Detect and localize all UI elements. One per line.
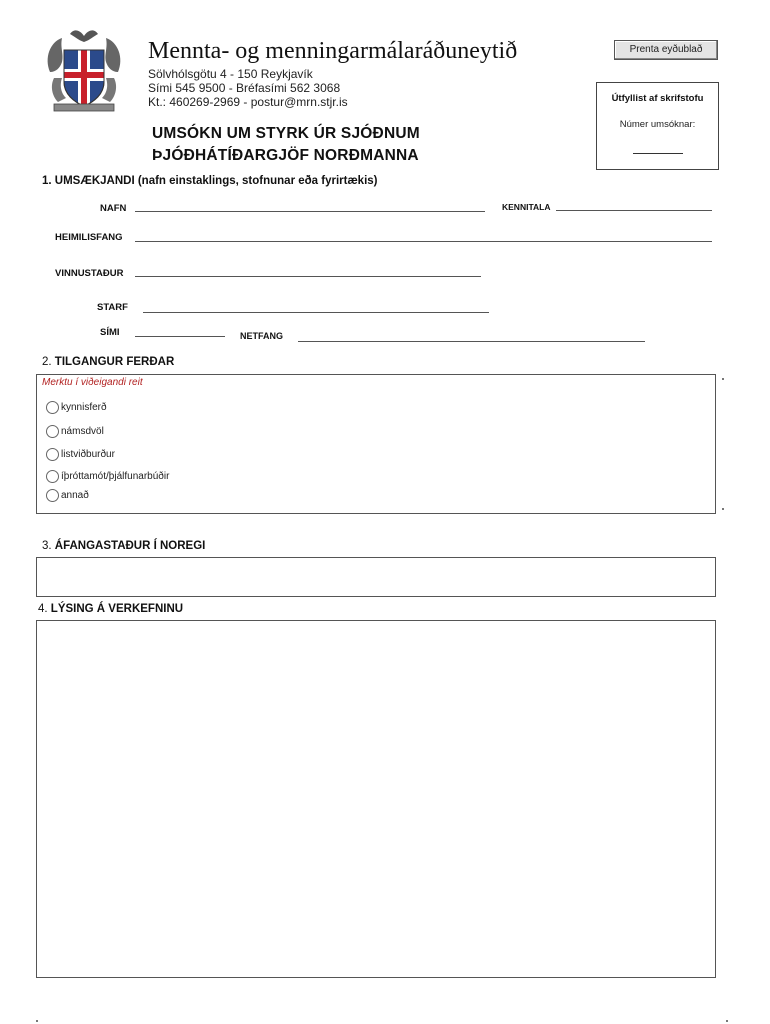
ministry-address: Sölvhólsgötu 4 - 150 Reykjavík: [148, 67, 313, 81]
job-field[interactable]: [143, 312, 489, 313]
section-2-heading: [42, 356, 174, 368]
section-4-title: LÝSING Á VERKEFNINU: [50, 603, 184, 615]
name-label: NAFN: [100, 203, 127, 214]
workplace-label: VINNUSTAÐUR: [55, 268, 124, 279]
section-1-title: UMSÆKJANDI (nafn einstaklings, stofnunar eða fyrirtækis): [54, 175, 378, 187]
office-use-box: [596, 82, 719, 170]
phone-label: SÍMI: [100, 327, 120, 338]
section-2-number: 2.: [42, 356, 52, 368]
trip-purpose-hint: Merktu í viðeigandi reit: [42, 377, 143, 388]
coat-of-arms-icon: [40, 28, 128, 114]
ministry-phone: Sími 545 9500 - Bréfasími 562 3068: [148, 81, 341, 95]
office-use-title: Útfyllist af skrifstofu: [611, 93, 704, 104]
kennitala-label: KENNITALA: [502, 202, 551, 212]
radio-namsdvol[interactable]: [46, 425, 59, 438]
corner-mark: [36, 1020, 38, 1022]
form-title-line1: UMSÓKN UM STYRK ÚR SJÓÐNUM: [152, 125, 420, 142]
option-listvidburdur[interactable]: [46, 448, 115, 461]
ministry-title: Mennta- og menningarmálaráðuneytið: [148, 38, 518, 64]
phone-field[interactable]: [135, 336, 225, 337]
radio-kynnisferd[interactable]: [46, 401, 59, 414]
option-annad-label: annað: [61, 490, 89, 501]
section-1-number: 1.: [42, 175, 52, 187]
application-number-line: [633, 153, 683, 154]
section-4-heading: [38, 603, 183, 615]
form-title-line2: ÞJÓÐHÁTÍÐARGJÖF NORÐMANNA: [152, 147, 419, 164]
workplace-field[interactable]: [135, 276, 481, 277]
radio-listvidburdur[interactable]: [46, 448, 59, 461]
job-label: STARF: [97, 302, 128, 313]
corner-mark: [722, 508, 724, 510]
project-description-field[interactable]: [36, 620, 716, 978]
section-3-title: ÁFANGASTAÐUR Í NOREGI: [54, 540, 206, 552]
trip-purpose-box: [36, 374, 716, 514]
corner-mark: [726, 1020, 728, 1022]
radio-ithrottamot[interactable]: [46, 470, 59, 483]
email-field[interactable]: [298, 341, 645, 342]
option-kynnisferd[interactable]: [46, 401, 107, 414]
option-listvidburdur-label: listviðburður: [61, 449, 115, 460]
section-1-heading: [42, 175, 378, 187]
option-ithrottamot[interactable]: [46, 470, 169, 483]
name-field[interactable]: [135, 211, 485, 212]
print-form-button[interactable]: Prenta eyðublað: [614, 40, 718, 60]
section-3-heading: [42, 540, 205, 552]
option-namsdvol[interactable]: [46, 425, 104, 438]
address-label: HEIMILISFANG: [55, 232, 123, 243]
destination-field[interactable]: [36, 557, 716, 597]
option-ithrottamot-label: íþróttamót/þjálfunarbúðir: [61, 471, 170, 482]
email-label: NETFANG: [240, 331, 284, 341]
section-4-number: 4.: [38, 603, 48, 615]
radio-annad[interactable]: [46, 489, 59, 502]
option-namsdvol-label: námsdvöl: [61, 426, 104, 437]
ministry-id-email: Kt.: 460269-2969 - postur@mrn.stjr.is: [148, 95, 348, 109]
corner-mark: [722, 378, 724, 380]
kennitala-field[interactable]: [556, 210, 712, 211]
option-kynnisferd-label: kynnisferð: [61, 402, 107, 413]
section-2-title: TILGANGUR FERÐAR: [54, 356, 175, 368]
section-3-number: 3.: [42, 540, 52, 552]
address-field[interactable]: [135, 241, 712, 242]
option-annad[interactable]: [46, 489, 89, 502]
application-number-label: Númer umsóknar:: [619, 119, 696, 130]
